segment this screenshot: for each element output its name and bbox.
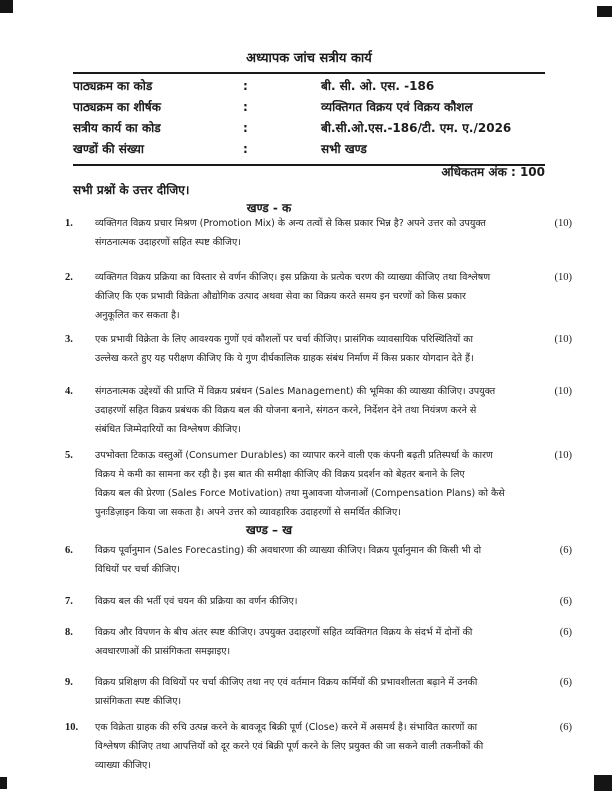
colon-separator: : xyxy=(243,100,248,114)
course-title-value: व्यक्तिगत विक्रय एवं विक्रय कौशल xyxy=(321,100,473,114)
question-row-2 xyxy=(65,268,572,325)
question-number: 7. xyxy=(65,596,73,607)
question-text: व्यक्तिगत विक्रय प्रक्रिया का विस्तार से वर्णन कीजिए। इस प्रक्रिया के प्रत्येक चरण की व्याख्या कीजिए तथा विश्लेषण कीजिए कि एक प्रभावी विक्रेता औद्योगिक उत्पाद अथवा सेवा का विक्रय करते समय इन चरणों को किस प्रकार अनुकूलित कर सकता है। xyxy=(95,272,491,321)
question-number: 5. xyxy=(65,450,73,461)
section-heading-ka: खण्ड - क xyxy=(246,201,292,215)
scan-corner-mark-top-left xyxy=(0,0,13,13)
question-marks: (6) xyxy=(559,677,572,688)
question-text: उपभोक्ता टिकाऊ वस्तुओं (Consumer Durables) का व्यापार करने वाली एक कंपनी बढ़ती प्रतिस्पर्धा के कारण विक्रय मे कमी का सामना कर रही है। इस बात की समीक्षा कीजिए की विक्रय प्रदर्शन को बेहतर बनाने के लिए विक्रय बल की प्रेरणा (Sales Force Motivation) तथा मुआवजा योजनाओं (Compensation Plans) को कैसे पुनःडिज़ाइन किया जा सकता है। अपने उत्तर को व्यावहारिक उदाहरणों से समर्थित कीजिए। xyxy=(95,450,505,518)
question-text: व्यक्तिगत विक्रय प्रचार मिश्रण (Promotion Mix) के अन्य तत्वों से किस प्रकार भिन्न है? अपने उत्तर को उपयुक्त संगठनात्मक उदाहरणों सहित स्पष्ट कीजिए। xyxy=(95,218,486,248)
question-marks: (6) xyxy=(559,722,572,733)
question-text: विक्रय और विपणन के बीच अंतर स्पष्ट कीजिए। उपयुक्त उदाहरणों सहित व्यक्तिगत विक्रय के संदर्भ में दोनों की अवधारणाओं की प्रासंगिकता समझाइए। xyxy=(95,627,473,657)
scan-corner-mark-top-right xyxy=(597,6,612,17)
course-code-value: बी. सी. ओ. एस. -186 xyxy=(321,79,435,93)
question-text: विक्रय प्रशिक्षण की विधियों पर चर्चा कीजिए तथा नए एवं वर्तमान विक्रय कर्मियों की प्रभावशीलता बढ़ाने में उनकी प्रासंगिकता स्पष्ट कीजिए। xyxy=(95,677,478,707)
question-row-3 xyxy=(65,330,572,368)
colon-separator: : xyxy=(243,142,248,156)
question-row-4 xyxy=(65,382,572,439)
question-number: 4. xyxy=(65,386,73,397)
course-code-label: पाठ्यक्रम का कोड xyxy=(73,79,153,93)
assignment-code-row xyxy=(73,118,545,139)
question-marks: (6) xyxy=(559,627,572,638)
question-text: एक विक्रेता ग्राहक की रुचि उत्पन्न करने के बावजूद बिक्री पूर्ण (Close) करने में असमर्थ है। संभावित कारणों का विश्लेषण कीजिए तथा आपत्तियों को दूर करने एवं बिक्री पूर्ण करने के लिए प्रयुक्त की जा सकने वाली तकनीकों की व्याख्या कीजिए। xyxy=(95,722,484,771)
sections-count-label: खण्डों की संख्या xyxy=(73,142,144,156)
question-marks: (6) xyxy=(559,545,572,556)
sections-count-row xyxy=(73,139,545,160)
question-text: विक्रय बल की भर्ती एवं चयन की प्रक्रिया का वर्णन कीजिए। xyxy=(95,596,298,607)
course-title-row xyxy=(73,97,545,118)
question-row-7 xyxy=(65,592,572,611)
colon-separator: : xyxy=(243,79,248,93)
question-row-6 xyxy=(65,541,572,579)
page-title: अध्यापक जांच सत्रीय कार्य xyxy=(246,51,372,66)
assignment-code-label: सत्रीय कार्य का कोड xyxy=(73,121,161,135)
question-row-5 xyxy=(65,446,572,522)
question-text: संगठनात्मक उद्देश्यों की प्राप्ति में विक्रय प्रबंधन (Sales Management) की भूमिका की व्याख्या कीजिए। उपयुक्त उदाहरणों सहित विक्रय प्रबंधक की विक्रय बल की योजना बनाने, संगठन करने, निर्देशन देने तथा नियंत्रण करने से संबंधित जिम्मेदारियों का विश्लेषण कीजिए। xyxy=(95,386,496,435)
colon-separator: : xyxy=(243,121,248,135)
course-info-table xyxy=(73,72,545,166)
question-number: 3. xyxy=(65,334,73,345)
section-heading-kha: खण्ड – ख xyxy=(245,523,293,537)
question-marks: (10) xyxy=(554,450,572,461)
question-number: 1. xyxy=(65,218,73,229)
scan-corner-mark-bottom-left xyxy=(0,777,7,789)
sections-count-value: सभी खण्ड xyxy=(321,142,367,156)
assignment-code-value: बी.सी.ओ.एस.-186/टी. एम. ए./2026 xyxy=(321,121,512,135)
question-text: विक्रय पूर्वानुमान (Sales Forecasting) की अवधारणा की व्याख्या कीजिए। विक्रय पूर्वानुमान की किसी भी दो विधियों पर चर्चा कीजिए। xyxy=(95,545,482,575)
question-number: 9. xyxy=(65,677,73,688)
answer-all-instruction: सभी प्रश्नों के उत्तर दीजिए। xyxy=(73,183,190,197)
question-row-9 xyxy=(65,673,572,711)
question-row-8 xyxy=(65,623,572,661)
question-marks: (10) xyxy=(554,386,572,397)
question-marks: (10) xyxy=(554,272,572,283)
question-number: 10. xyxy=(65,722,79,733)
course-title-label: पाठ्यक्रम का शीर्षक xyxy=(73,100,161,114)
question-number: 6. xyxy=(65,545,73,556)
question-marks: (10) xyxy=(554,334,572,345)
max-marks-label: अधिकतम अंक : 100 xyxy=(441,165,545,179)
question-marks: (6) xyxy=(559,596,572,607)
course-code-row xyxy=(73,76,545,97)
question-number: 2. xyxy=(65,272,73,283)
question-number: 8. xyxy=(65,627,73,638)
question-row-1 xyxy=(65,214,572,252)
question-marks: (10) xyxy=(554,218,572,229)
scan-corner-mark-bottom-right xyxy=(594,775,612,791)
question-row-10 xyxy=(65,718,572,775)
question-text: एक प्रभावी विक्रेता के लिए आवश्यक गुणों एवं कौशलों पर चर्चा कीजिए। प्रासंगिक व्यावसायिक परिस्थितियों का उल्लेख करते हुए यह परीक्षण कीजिए कि ये गुण दीर्घकालिक ग्राहक संबंध निर्माण में किस प्रकार योगदान देते हैं। xyxy=(95,334,474,364)
